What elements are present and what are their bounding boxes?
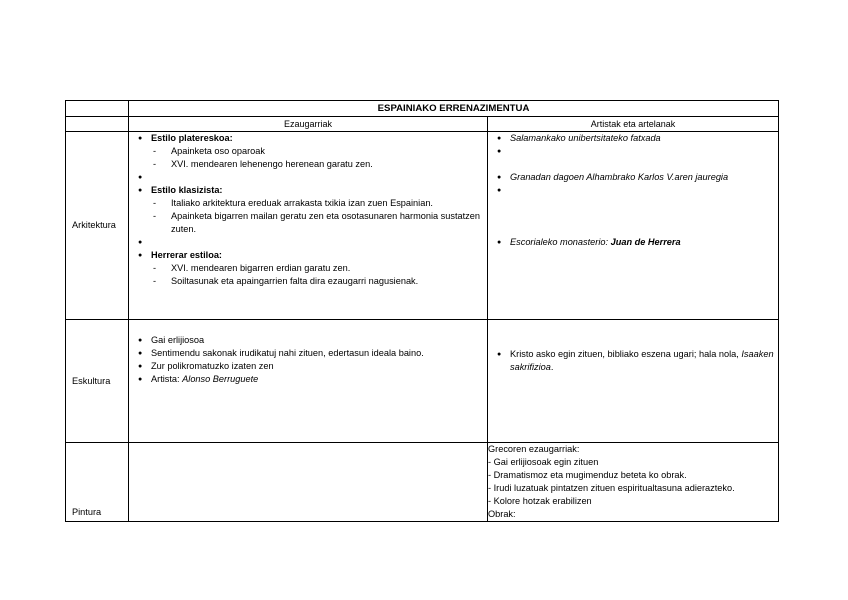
table-title: ESPAINIAKO ERRENAZIMENTUA [129,101,779,117]
work-title: Isaaken sakrifizioa [510,349,774,372]
style-point: - Italiako arkitektura ereduak arrakasta txikia izan zuen Espainian. [151,197,487,210]
style-point: - Apainketa bigarren mailan geratu zen eta osotasunaren harmonia sustatzen zuten. [151,210,487,236]
point-item: ● Gai erlijiosoa [129,334,487,347]
style-points [151,262,487,288]
work-end: . [550,362,554,372]
col-header-artists: Artistak eta artelanak [488,117,779,132]
corner-cell [66,101,129,117]
pintura-features [129,443,488,522]
work-item: ● Salamankako unibertsitateko fatxada [488,132,778,145]
pintura-notes [488,443,779,522]
renaissance-table [65,100,779,522]
header-corner-cell [66,117,129,132]
spacer [129,171,487,184]
style-point: - XVI. mendearen lehenengo herenean garatu zen. [151,158,487,171]
note-line: - Gai erlijiosoak egin zituen [488,457,599,467]
work-item [488,236,778,249]
arkitektura-features [129,132,488,320]
note-line: - Irudi luzatuak pintatzen zituen espiritualtasuna adierazteko. [488,483,735,493]
row-arkitektura [66,132,779,320]
eskultura-points [129,334,487,386]
eskultura-works [488,320,779,443]
point-item [129,373,487,386]
spacer [129,236,487,249]
arkitektura-style-list [129,132,487,288]
row-label-arkitektura: Arkitektura [66,132,129,320]
row-eskultura [66,320,779,443]
work-text: Kristo asko egin zituen, bibliako eszena ugari; hala nola, [510,349,742,359]
style-name: Herrerar estiloa: [151,250,222,260]
work-item: ● Granadan dagoen Alhambrako Karlos V.aren jauregia [488,171,778,184]
style-point: - Apainketa oso oparoak [151,145,487,158]
row-label-eskultura: Eskultura [66,320,129,443]
artist-name: Alonso Berruguete [182,374,259,384]
arkitektura-works [488,132,779,320]
eskultura-features [129,320,488,443]
work-item [488,348,778,374]
col-header-features: Ezaugarriak [129,117,488,132]
style-item [129,184,487,236]
row-pintura [66,443,779,522]
eskultura-works-list [488,348,778,374]
note-line: Obrak: [488,509,516,519]
title-row [66,101,779,117]
spacer [488,145,778,171]
point-item: ● Zur polikromatuzko izaten zen [129,360,487,373]
style-item [129,249,487,288]
style-points [151,197,487,236]
style-name: Estilo platereskoa: [151,133,233,143]
note-line: Grecoren ezaugarriak: [488,444,580,454]
artist-prefix: Artista: [151,374,183,384]
point-item: ● Sentimendu sakonak irudikatuj nahi zituen, edertasun ideala baino. [129,347,487,360]
note-line: - Kolore hotzak erabilizen [488,496,592,506]
work-artist: Juan de Herrera [610,237,681,247]
arkitektura-works-list [488,132,778,249]
work-text: Escorialeko monasterio: [510,237,611,247]
header-row [66,117,779,132]
note-line: - Dramatismoz eta mugimenduz beteta ko obrak. [488,470,687,480]
row-label-pintura: Pintura [66,443,129,522]
style-point: - XVI. mendearen bigarren erdian garatu zen. [151,262,487,275]
style-point: - Soiltasunak eta apaingarrien falta dira ezaugarri nagusienak. [151,275,487,288]
style-name: Estilo klasizista: [151,185,223,195]
spacer [488,184,778,236]
style-item [129,132,487,171]
style-points [151,145,487,171]
